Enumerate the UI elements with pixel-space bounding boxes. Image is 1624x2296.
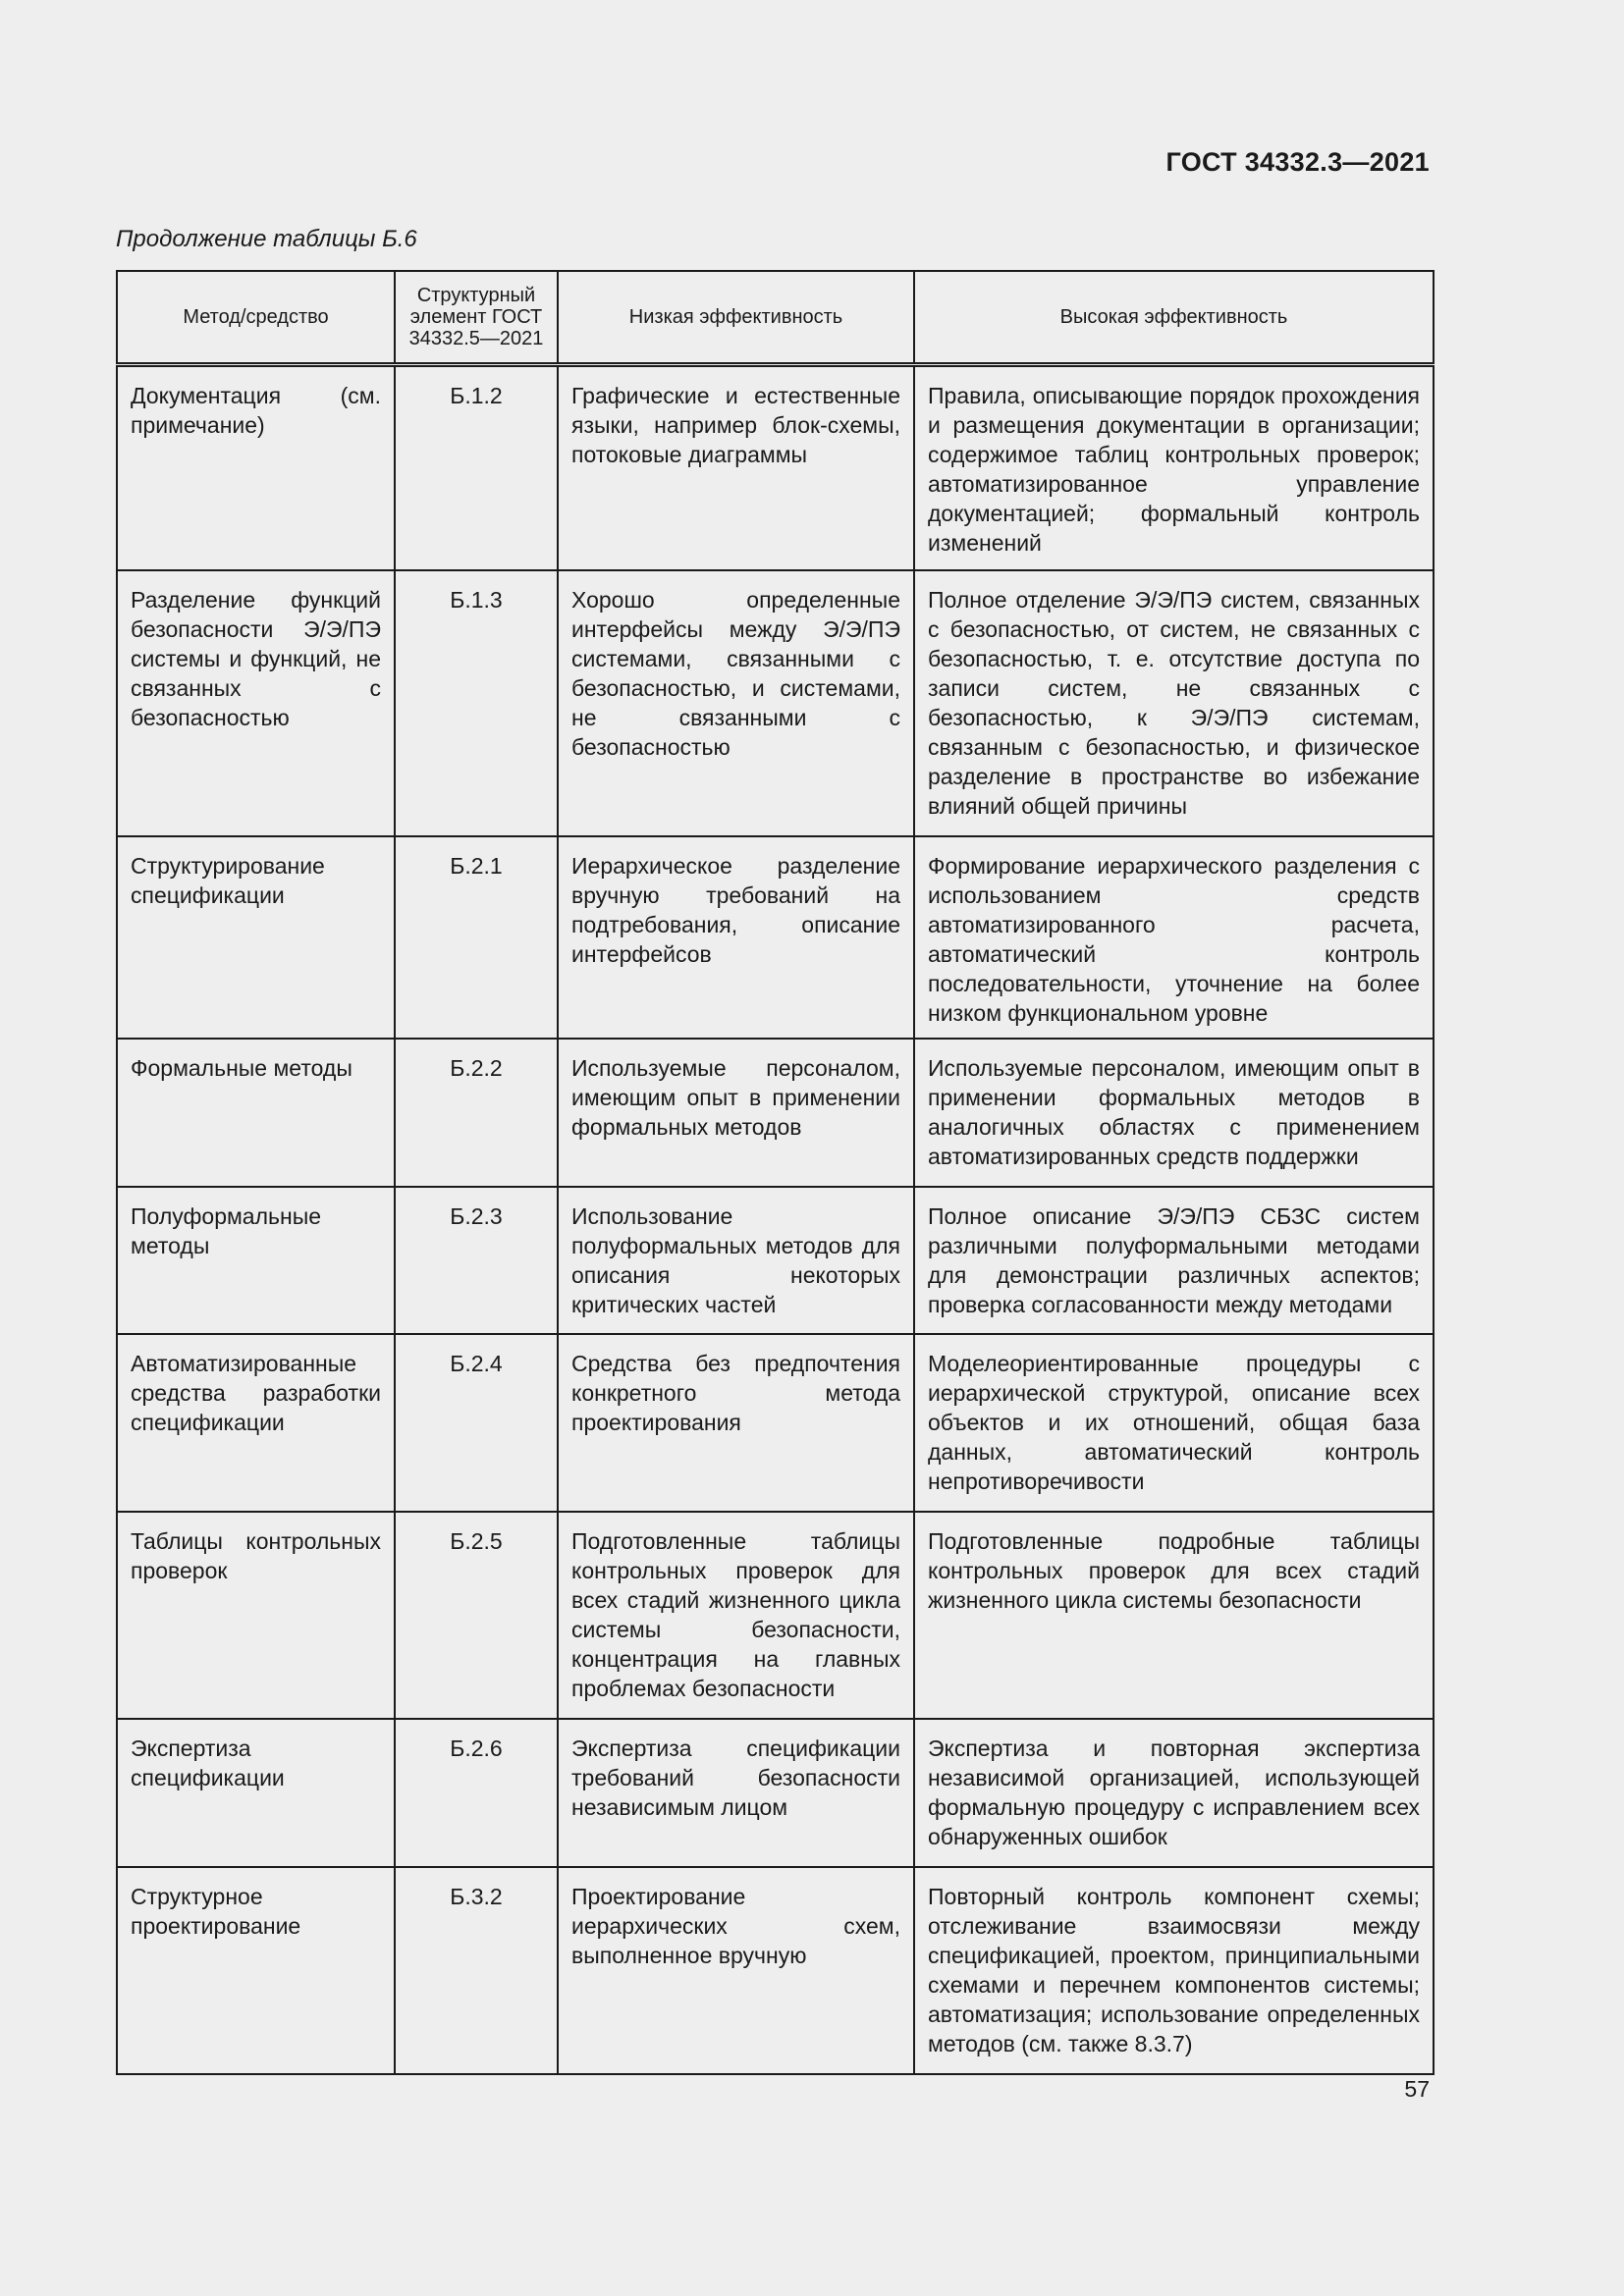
method-cell: Полуформальные методы: [117, 1187, 395, 1334]
high-effectiveness-cell: Полное описание Э/Э/ПЭ СБЗС систем различными полуформальными методами для демонстрации различных аспектов; проверка согласованности между методами: [914, 1187, 1434, 1334]
low-effectiveness-cell: Графические и естественные языки, например блок-схемы, потоковые диаграммы: [558, 365, 914, 570]
table-header-row: [117, 271, 1434, 365]
method-cell: Структурирование спецификации: [117, 836, 395, 1039]
column-header-method: Метод/средство: [117, 271, 395, 365]
low-effectiveness-cell: Используемые персоналом, имеющим опыт в применении формальных методов: [558, 1039, 914, 1187]
low-effectiveness-cell: Подготовленные таблицы контрольных проверок для всех стадий жизненного цикла системы безопасности, концентрация на главных проблемах безопасности: [558, 1512, 914, 1719]
table-row: [117, 1512, 1434, 1719]
high-effectiveness-cell: Подготовленные подробные таблицы контрольных проверок для всех стадий жизненного цикла системы безопасности: [914, 1512, 1434, 1719]
table-row: [117, 365, 1434, 570]
element-cell: Б.1.3: [395, 570, 558, 836]
method-cell: Автоматизированные средства разработки спецификации: [117, 1334, 395, 1512]
high-effectiveness-cell: Формирование иерархического разделения с использованием средств автоматизированного расчета, автоматический контроль последовательности, уточнение на более низком функциональном уровне: [914, 836, 1434, 1039]
high-effectiveness-cell: Моделеориентированные процедуры с иерархической структурой, описание всех объектов и их отношений, общая база данных, автоматический контроль непротиворечивости: [914, 1334, 1434, 1512]
table-row: [117, 1187, 1434, 1334]
element-cell: Б.3.2: [395, 1867, 558, 2074]
column-header-high: Высокая эффективность: [914, 271, 1434, 365]
element-cell: Б.2.3: [395, 1187, 558, 1334]
table-caption: Продолжение таблицы Б.6: [116, 226, 417, 252]
high-effectiveness-cell: Правила, описывающие порядок прохождения и размещения документации в организации; содержимое таблиц контрольных проверок; автоматизированное управление документацией; формальный контроль изменений: [914, 365, 1434, 570]
element-cell: Б.1.2: [395, 365, 558, 570]
table-row: [117, 1334, 1434, 1512]
low-effectiveness-cell: Хорошо определенные интерфейсы между Э/Э/ПЭ системами, связанными с безопасностью, и системами, не связанными с безопасностью: [558, 570, 914, 836]
element-cell: Б.2.6: [395, 1719, 558, 1867]
column-header-element: Структурный элемент ГОСТ 34332.5—2021: [395, 271, 558, 365]
low-effectiveness-cell: Иерархическое разделение вручную требований на подтребования, описание интерфейсов: [558, 836, 914, 1039]
table-row: [117, 570, 1434, 836]
high-effectiveness-cell: Используемые персоналом, имеющим опыт в применении формальных методов в аналогичных областях с применением автоматизированных средств поддержки: [914, 1039, 1434, 1187]
table-row: [117, 836, 1434, 1039]
low-effectiveness-cell: Экспертиза спецификации требований безопасности независимым лицом: [558, 1719, 914, 1867]
low-effectiveness-cell: Использование полуформальных методов для описания некоторых критических частей: [558, 1187, 914, 1334]
method-cell: Экспертиза спецификации: [117, 1719, 395, 1867]
column-header-low: Низкая эффективность: [558, 271, 914, 365]
table-row: [117, 1039, 1434, 1187]
document-code: ГОСТ 34332.3—2021: [1165, 147, 1430, 177]
method-cell: Формальные методы: [117, 1039, 395, 1187]
table-row: [117, 1867, 1434, 2074]
element-cell: Б.2.1: [395, 836, 558, 1039]
high-effectiveness-cell: Экспертиза и повторная экспертиза независимой организацией, использующей формальную процедуру с исправлением всех обнаруженных ошибок: [914, 1719, 1434, 1867]
method-cell: Структурное проектирование: [117, 1867, 395, 2074]
element-cell: Б.2.5: [395, 1512, 558, 1719]
method-cell: Таблицы контрольных проверок: [117, 1512, 395, 1719]
low-effectiveness-cell: Средства без предпочтения конкретного метода проектирования: [558, 1334, 914, 1512]
element-cell: Б.2.2: [395, 1039, 558, 1187]
high-effectiveness-cell: Повторный контроль компонент схемы; отслеживание взаимосвязи между спецификацией, проектом, принципиальными схемами и перечнем компонентов системы; автоматизация; использование определенных методов (см. также 8.3.7): [914, 1867, 1434, 2074]
method-cell: Разделение функций безопасности Э/Э/ПЭ системы и функций, не связанных с безопасностью: [117, 570, 395, 836]
element-cell: Б.2.4: [395, 1334, 558, 1512]
method-cell: Документация (см. примечание): [117, 365, 395, 570]
high-effectiveness-cell: Полное отделение Э/Э/ПЭ систем, связанных с безопасностью, от систем, не связанных с безопасностью, т. е. отсутствие доступа по записи систем, не связанных с безопасностью, к Э/Э/ПЭ системам, связанным с безопасностью, и физическое разделение в пространстве во избежание влияний общей причины: [914, 570, 1434, 836]
table-row: [117, 1719, 1434, 1867]
low-effectiveness-cell: Проектирование иерархических схем, выполненное вручную: [558, 1867, 914, 2074]
page-number: 57: [1404, 2076, 1430, 2102]
effectiveness-table: [116, 270, 1435, 2075]
